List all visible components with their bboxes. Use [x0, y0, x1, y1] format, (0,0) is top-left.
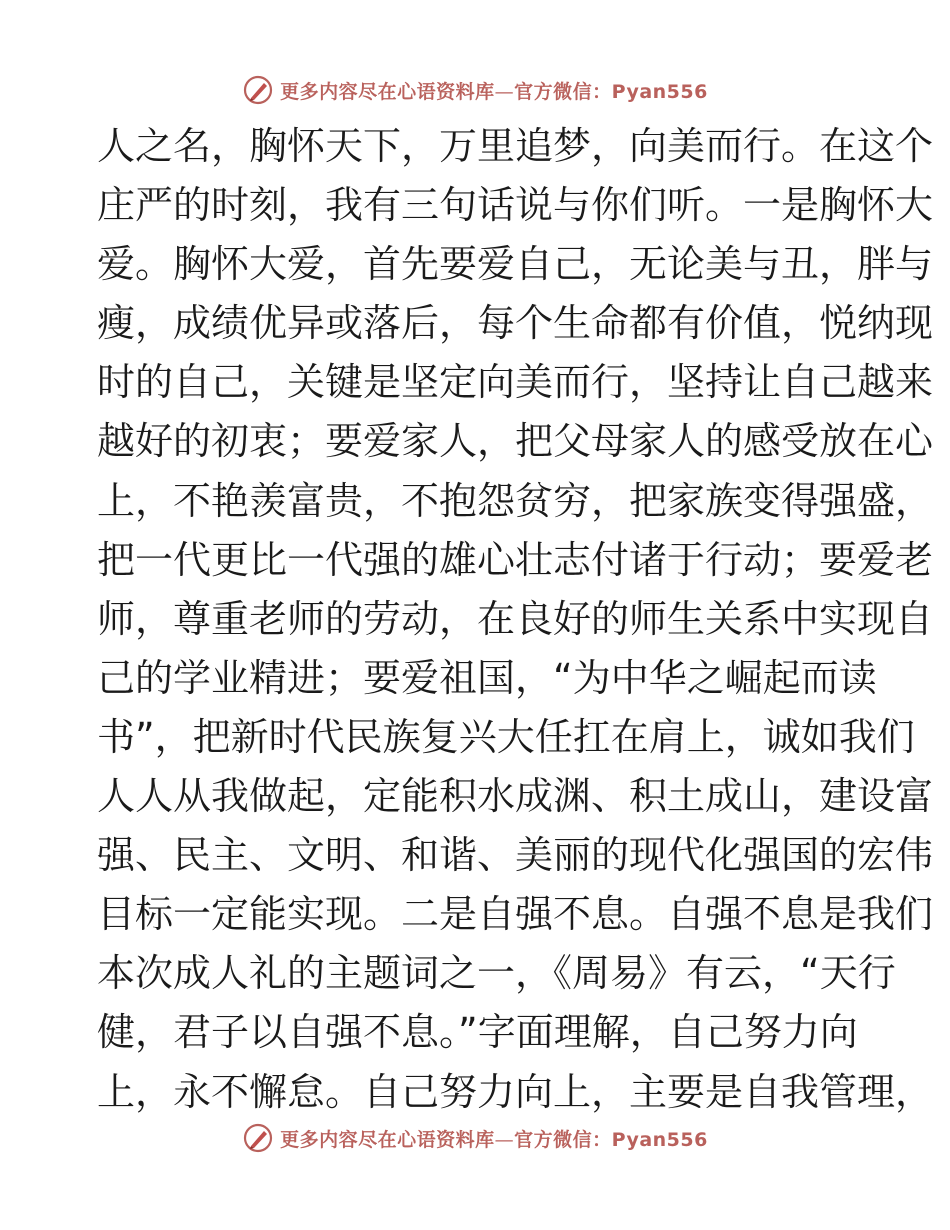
body-line: 爱。胸怀大爱，首先要爱自己，无论美与丑，胖与: [97, 242, 934, 287]
body-line: 上，永不懈怠。自己努力向上，主要是自我管理，: [97, 1069, 934, 1114]
document-body: [97, 117, 934, 1122]
body-line: 人人从我做起，定能积水成渊、积土成山，建设富: [97, 774, 934, 819]
footer-wechat-text: 官方微信：Pyan556: [514, 1128, 708, 1151]
body-line: 书”，把新时代民族复兴大任扛在肩上，诚如我们: [97, 714, 915, 759]
header-banner: [0, 70, 950, 110]
header-banner-text: [280, 77, 708, 104]
pen-logo-icon: [242, 1122, 274, 1154]
body-line: 时的自己，关键是坚定向美而行，坚持让自己越来: [97, 360, 934, 405]
body-line: 己的学业精进；要爱祖国，“为中华之崛起而读: [97, 655, 877, 700]
pen-logo-icon: [242, 74, 274, 106]
body-line: 把一代更比一代强的雄心壮志付诸于行动；要爱老: [97, 537, 934, 582]
body-line: 目标一定能实现。二是自强不息。自强不息是我们: [97, 892, 934, 937]
body-line: 人之名，胸怀天下，万里追梦，向美而行。在这个: [97, 124, 934, 168]
body-line: 本次成人礼的主题词之一，《周易》有云，“天行: [97, 951, 896, 996]
header-wechat-text: 官方微信：Pyan556: [514, 80, 708, 103]
body-line: 师，尊重老师的劳动，在良好的师生关系中实现自: [97, 596, 934, 641]
body-line: 上，不艳羡富贵，不抱怨贫穷，把家族变得强盛，: [97, 478, 934, 523]
footer-separator: —: [494, 1128, 515, 1151]
header-separator: —: [494, 80, 515, 103]
footer-brand-text: 更多内容尽在心语资料库: [280, 1128, 495, 1151]
body-line: 瘦，成绩优异或落后，每个生命都有价值，悦纳现: [97, 301, 934, 346]
body-line: 庄严的时刻，我有三句话说与你们听。一是胸怀大: [97, 183, 934, 228]
body-line: 健，君子以自强不息。”字面理解，自己努力向: [97, 1010, 858, 1055]
footer-banner: [0, 1118, 950, 1158]
footer-banner-text: [280, 1125, 708, 1152]
header-brand-text: 更多内容尽在心语资料库: [280, 80, 495, 103]
body-line: 强、民主、文明、和谐、美丽的现代化强国的宏伟: [97, 833, 934, 878]
body-line: 越好的初衷；要爱家人，把父母家人的感受放在心: [97, 419, 934, 464]
